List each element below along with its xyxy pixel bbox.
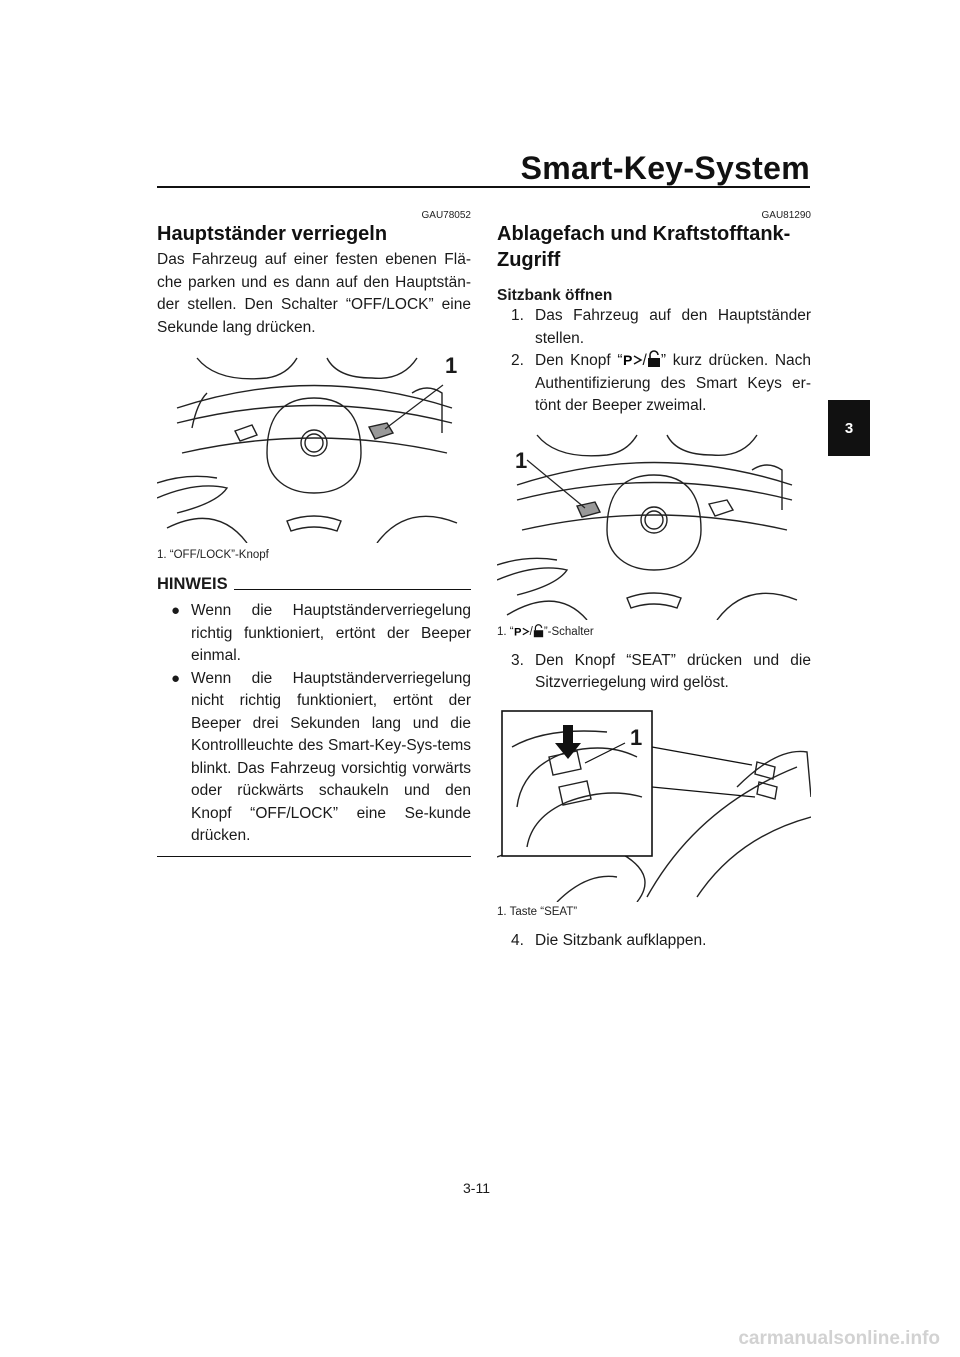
note-list <box>157 600 471 848</box>
figure-callout-number: 1 <box>630 724 643 750</box>
figure-caption: 1. “ P / ”-Schalter <box>497 625 594 638</box>
padlock-icon <box>647 350 661 368</box>
section-code: GAU78052 <box>421 210 471 221</box>
note-item: ● Wenn die Hauptständerverriegelung nicht richtig funktioniert, ertönt der Beeper drei Sekunden lang und die Kontrollleuchte des Smart-Key-Sys-tems blinkt. Das Fahrzeug vorsichtig vorwärts oder rückwärts schaukeln und den Knopf “OFF/LOCK” eine Se-kunde drücken. <box>171 669 471 844</box>
chapter-tab: 3 <box>828 400 870 456</box>
figure-callout-number: 1 <box>515 447 528 473</box>
note-item: ● Wenn die Hauptständerverriegelung richtig funktioniert, ertönt der Beeper einmal. <box>171 602 471 664</box>
step-1: 1. Das Fahrzeug auf den Hauptständer stellen. <box>511 307 811 347</box>
figure-caption: 1. Taste “SEAT” <box>497 905 578 918</box>
bullet-icon: ● <box>171 669 181 687</box>
right-column <box>497 210 811 952</box>
watermark-text: carmanualsonline.info <box>738 1328 940 1349</box>
step-3: 3. Den Knopf “SEAT” drücken und die Sitzverriegelung wird gelöst. <box>511 651 811 691</box>
step-2: 2. Den Knopf “ P / ” kurz drücken. Nach Authentifizierung des Smart Keys er-tönt der Beeper zweimal. <box>511 352 812 414</box>
page-title: Smart-Key-System <box>520 150 810 186</box>
note-title: HINWEIS <box>157 575 228 593</box>
svg-text:P: P <box>622 352 632 368</box>
section-heading: Ablagefach und Kraftstofftank-Zugriff <box>497 223 791 271</box>
note-heading <box>157 575 471 594</box>
step-4: 4. Die Sitzbank aufklappen. <box>511 931 707 949</box>
bullet-icon: ● <box>171 602 181 619</box>
padlock-icon <box>533 624 544 638</box>
intro-paragraph: Das Fahrzeug auf einer festen ebenen Flä-che parken und es dann auf den Hauptstän-der stellen. Den Schalter “OFF/LOCK” eine Sekunde lang drücken. <box>157 251 471 336</box>
handlebar-illustration <box>497 430 811 620</box>
figure-off-lock <box>157 353 471 543</box>
figure-callout-number: 1 <box>445 353 458 378</box>
title-rule <box>157 186 810 188</box>
figure-seat-button <box>497 707 811 902</box>
seat-button-illustration <box>497 707 811 902</box>
figure-caption: 1. “OFF/LOCK”-Knopf <box>157 549 269 561</box>
section-heading: Hauptständer verriegeln <box>157 223 388 245</box>
p-seat-icon <box>623 352 643 368</box>
note-rule <box>234 589 471 590</box>
subheading: Sitzbank öffnen <box>497 287 613 304</box>
p-seat-icon <box>514 625 530 638</box>
section-code: GAU81290 <box>761 210 811 221</box>
page-number: 3-11 <box>463 1180 490 1196</box>
left-column <box>157 210 471 857</box>
note-end-rule <box>157 856 471 857</box>
handlebar-illustration <box>157 353 471 543</box>
svg-text:P: P <box>513 626 522 638</box>
figure-p-lock-switch <box>497 430 811 620</box>
